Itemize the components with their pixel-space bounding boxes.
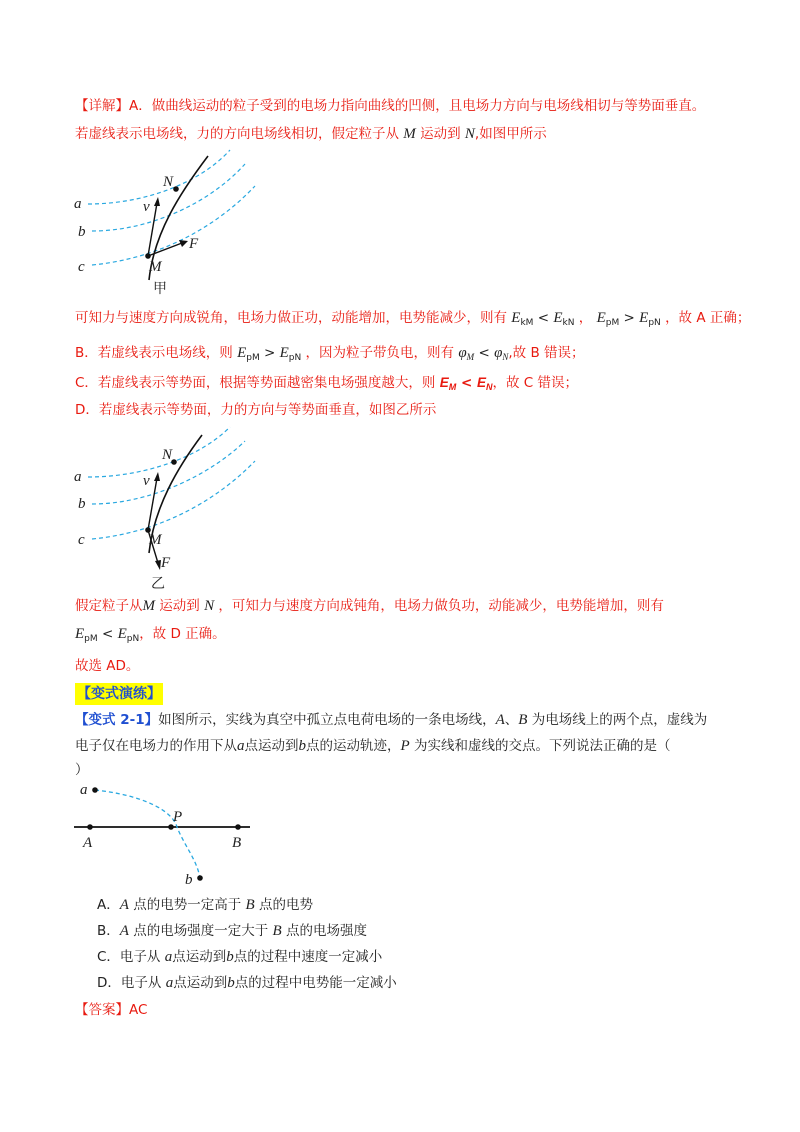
caption-yi: 乙: [151, 576, 165, 592]
concl-text3: ，可知力与速度方向成钝角，电场力做负功，动能减少，电势能增加，则有: [218, 598, 664, 614]
sub-kN: kN: [562, 318, 575, 328]
option-prefix: D．电子从: [97, 975, 162, 991]
velocity-arrowhead: [154, 197, 160, 206]
sub-kM: kM: [520, 318, 534, 328]
point-b: [197, 875, 203, 881]
option-D-explain: [75, 400, 436, 420]
label-M: M: [149, 259, 162, 275]
sub-pM: pM: [246, 353, 260, 363]
label-A: A: [83, 835, 93, 851]
concl-text2: 运动到: [159, 598, 200, 614]
q2b: 点运动到: [244, 738, 299, 754]
detail-text-2a: 若虚线表示电场线，力的方向电场线相切，假定粒子从: [75, 126, 399, 142]
option-text: 点的电势: [258, 897, 313, 913]
detail-line-2: [75, 124, 547, 144]
option-var: b: [227, 975, 235, 991]
q1b: 、: [504, 712, 519, 728]
gt-sign: >: [259, 345, 280, 361]
B-text3: ,故 B 错误；: [508, 345, 585, 361]
electron-trajectory: [95, 790, 200, 878]
label-b: b: [78, 224, 86, 240]
lt-sign: <: [97, 626, 118, 642]
label-v: v: [143, 199, 150, 215]
label-N: N: [163, 174, 174, 190]
sub-pN: pN: [126, 634, 140, 644]
option-B: [97, 921, 367, 941]
label-b: b: [185, 872, 193, 888]
conclusion-D-line2: [75, 624, 226, 649]
option-var: b: [226, 949, 234, 965]
concl-text4: ，故 D 正确。: [139, 626, 226, 642]
C-text1: C．若虚线表示等势面，根据等势面越密集电场强度越大，则: [75, 375, 436, 391]
E-symbol: E: [596, 310, 606, 326]
var-b: b: [298, 738, 306, 754]
detail-line-1: [75, 96, 705, 116]
E-symbol: E: [639, 310, 649, 326]
var-M: M: [142, 598, 155, 614]
option-var: A: [119, 923, 129, 939]
label-B: B: [232, 835, 242, 851]
option-D: [97, 973, 397, 993]
var-N: N: [464, 126, 475, 142]
lt-sign: <: [456, 375, 477, 391]
sub-N: N: [502, 352, 509, 362]
dashed-line-a: [88, 150, 230, 204]
variant-header: 【变式演练】: [75, 683, 163, 705]
C-text2: ，故 C 错误；: [492, 375, 578, 391]
detail-text-2c: ,如图甲所示: [474, 126, 547, 142]
var-N: N: [204, 598, 215, 614]
sub-M: M: [466, 352, 475, 362]
q2a: 电子仅在电场力的作用下从: [75, 738, 237, 754]
label-M: M: [149, 532, 162, 548]
answer-choice: 故选 AD。: [75, 658, 140, 674]
variant-tag: 【变式 2-1】: [75, 712, 159, 728]
answer-value: AC: [129, 1002, 148, 1018]
label-b: b: [78, 496, 86, 512]
point-P: [168, 824, 174, 830]
label-c: c: [78, 532, 85, 548]
q1a: 如图所示，实线为真空中孤立点电荷电场的一条电场线，: [158, 712, 496, 728]
var-A: A: [495, 712, 505, 728]
E-symbol: E: [476, 375, 486, 390]
option-C: [97, 947, 382, 967]
phi-symbol: φ: [458, 345, 467, 361]
option-text: 点运动到: [173, 975, 228, 991]
dashed-line-c: [92, 186, 255, 265]
E-symbol: E: [117, 626, 127, 642]
E-symbol: E: [511, 310, 521, 326]
B-text1: B．若虚线表示电场线，则: [75, 345, 233, 361]
figure-yi: [70, 425, 250, 595]
velocity-arrowhead: [154, 472, 160, 481]
separator: ，: [578, 310, 593, 326]
option-prefix: B．: [97, 923, 120, 939]
option-var: a: [164, 949, 173, 965]
answer-tag: 【答案】: [75, 1002, 129, 1018]
label-v: v: [143, 473, 150, 489]
option-C-explain: [75, 373, 578, 397]
option-text: 点的电势一定高于: [133, 897, 242, 913]
B-text2: ，因为粒子带负电，则有: [305, 345, 455, 361]
label-F: F: [189, 236, 199, 252]
option-var: B: [272, 923, 282, 939]
var-B: B: [518, 712, 528, 728]
detail-text-1: A．做曲线运动的粒子受到的电场力指向曲线的凹侧，且电场力方向与电场线相切与等势面垂直。: [129, 98, 706, 114]
variant-question-line3: ）: [75, 762, 89, 778]
sub-pM: pM: [84, 634, 98, 644]
point-N: [173, 186, 179, 192]
label-N: N: [162, 447, 173, 463]
conclusion-D-line1: [75, 596, 664, 616]
E-symbol: E: [75, 626, 85, 642]
label-a: a: [74, 469, 82, 485]
label-F: F: [161, 555, 171, 571]
option-A: [97, 895, 313, 915]
var-a: a: [237, 738, 245, 754]
option-text: 点的电场强度: [286, 923, 367, 939]
E-symbol: E: [553, 310, 563, 326]
variant-question-line1: [75, 710, 707, 730]
detail-text-2b: 运动到: [420, 126, 461, 142]
gt-sign: >: [619, 310, 640, 326]
lt-sign: <: [533, 310, 554, 326]
dashed-line-c: [92, 461, 255, 539]
option-text: 点的过程中速度一定减小: [233, 949, 383, 965]
label-c: c: [78, 259, 85, 275]
q1c: 为电场线上的两个点，虚线为: [531, 712, 708, 728]
conclusion-A-text1: 可知力与速度方向成锐角，电场力做正功，动能增加，电势能减少，则有: [75, 310, 507, 326]
option-prefix: C．电子从: [97, 949, 161, 965]
option-text: 点运动到: [172, 949, 227, 965]
point-N: [171, 459, 177, 465]
conclusion-A-text2: ，故 A 正确；: [665, 310, 751, 326]
sub-pN: pN: [648, 318, 661, 328]
concl-text1: 假定粒子从: [75, 598, 143, 614]
detail-tag: 【详解】: [75, 98, 129, 114]
label-P: P: [173, 809, 183, 825]
label-a: a: [80, 782, 88, 798]
option-var: a: [165, 975, 174, 991]
force-arrow: [148, 243, 182, 256]
point-B: [235, 824, 241, 830]
option-B-explain: [75, 343, 585, 368]
option-prefix: A．: [97, 897, 120, 913]
E-symbol: E: [237, 345, 247, 361]
label-a: a: [74, 196, 82, 212]
caption-jia: 甲: [153, 281, 167, 297]
sub-M: M: [448, 382, 457, 392]
sub-pN: pN: [288, 353, 302, 363]
E-symbol: E: [279, 345, 289, 361]
figure-variant: [72, 780, 257, 890]
q2d: 为实线和虚线的交点。下列说法正确的是（: [413, 738, 671, 754]
answer-line: [75, 1000, 147, 1020]
point-A: [87, 824, 93, 830]
lt-sign: <: [474, 345, 495, 361]
sub-N: N: [485, 382, 493, 392]
option-var: A: [119, 897, 129, 913]
phi-symbol: φ: [494, 345, 503, 361]
variant-question-line2: [75, 736, 670, 756]
option-text: 点的电场强度一定大于: [133, 923, 269, 939]
sub-pM: pM: [605, 318, 620, 328]
var-M: M: [403, 126, 416, 142]
conclusion-A: [75, 308, 750, 333]
q2c: 点的运动轨迹，: [306, 738, 401, 754]
option-text: 点的过程中电势能一定减小: [234, 975, 397, 991]
option-var: B: [245, 897, 255, 913]
D-text: D．若虚线表示等势面，力的方向与等势面垂直，如图乙所示: [75, 402, 437, 418]
point-a: [92, 787, 98, 793]
E-symbol: E: [439, 375, 449, 390]
figure-jia: [70, 148, 250, 298]
var-P: P: [400, 738, 410, 754]
